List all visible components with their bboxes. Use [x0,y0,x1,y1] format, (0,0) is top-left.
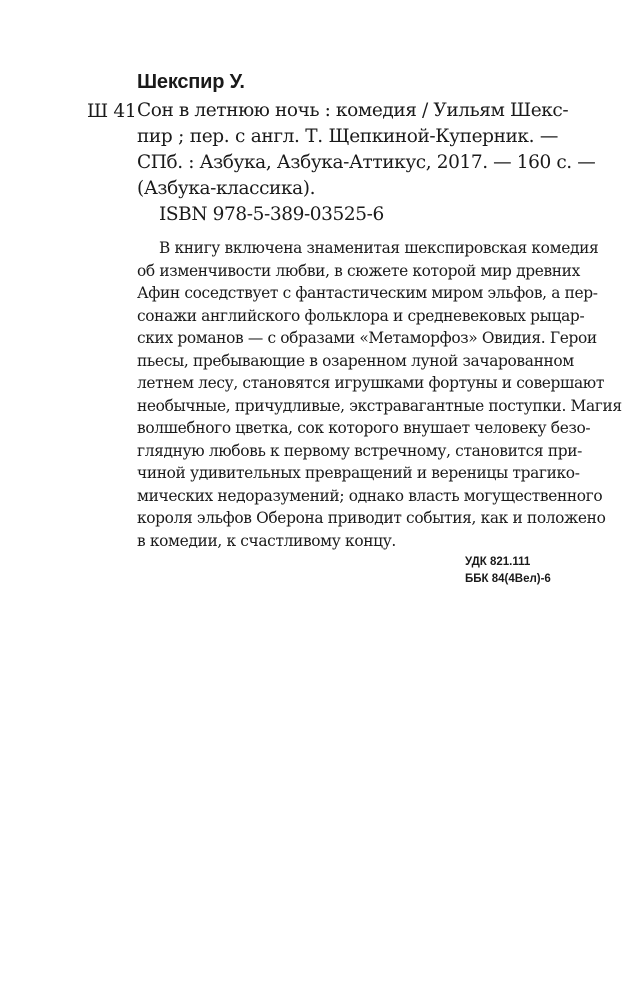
annotation-line-5: ских романов — с образами «Метаморфоз» Овидия. Герои [137,329,597,347]
annotation-line-4: сонажи английского фольклора и средневековых рыцар- [137,306,585,325]
entry-line-3: СПб. : Азбука, Азбука-Аттикус, 2017. — 160 с. — [137,152,596,173]
author-heading: Шекспир У. [137,71,245,93]
annotation-line-13: короля эльфов Оберона приводит события, как и положено [137,509,606,527]
isbn-line: ISBN 978-5-389-03525-6 [159,204,384,225]
annotation-line-6: пьесы, пребывающие в озаренном луной зачарованном [137,351,574,370]
entry-line-4: (Азбука-классика). [137,178,316,199]
annotation-line-11: чиной удивительных превращений и вереницы трагико- [137,464,580,482]
annotation-line-9: волшебного цветка, сок которого внушает человеку безо- [137,419,591,437]
catalog-code: Ш 41 [87,101,137,122]
annotation-line-12: мических недоразумений; однако власть могущественного [137,486,603,505]
bbk-index: ББК 84(4Вел)-6 [465,573,551,585]
entry-line-2: пир ; пер. с англ. Т. Щепкиной-Куперник. — [137,126,558,147]
annotation-line-1: В книгу включена знаменитая шекспировская комедия [159,239,599,257]
annotation-line-10: глядную любовь к первому встречному, становится при- [137,441,582,460]
annotation-line-3: Афин соседствует с фантастическим миром эльфов, а пер- [137,284,598,302]
udk-index: УДК 821.111 [465,556,531,568]
annotation-line-2: об изменчивости любви, в сюжете которой мир древних [137,261,580,280]
annotation-line-7: летнем лесу, становятся игрушками фортуны и совершают [137,374,605,392]
annotation-line-8: необычные, причудливые, экстравагантные поступки. Магия [137,396,622,415]
entry-line-1: Сон в летнюю ночь : комедия / Уильям Шекс- [137,100,569,121]
annotation-line-14: в комедии, к счастливому концу. [137,531,396,550]
